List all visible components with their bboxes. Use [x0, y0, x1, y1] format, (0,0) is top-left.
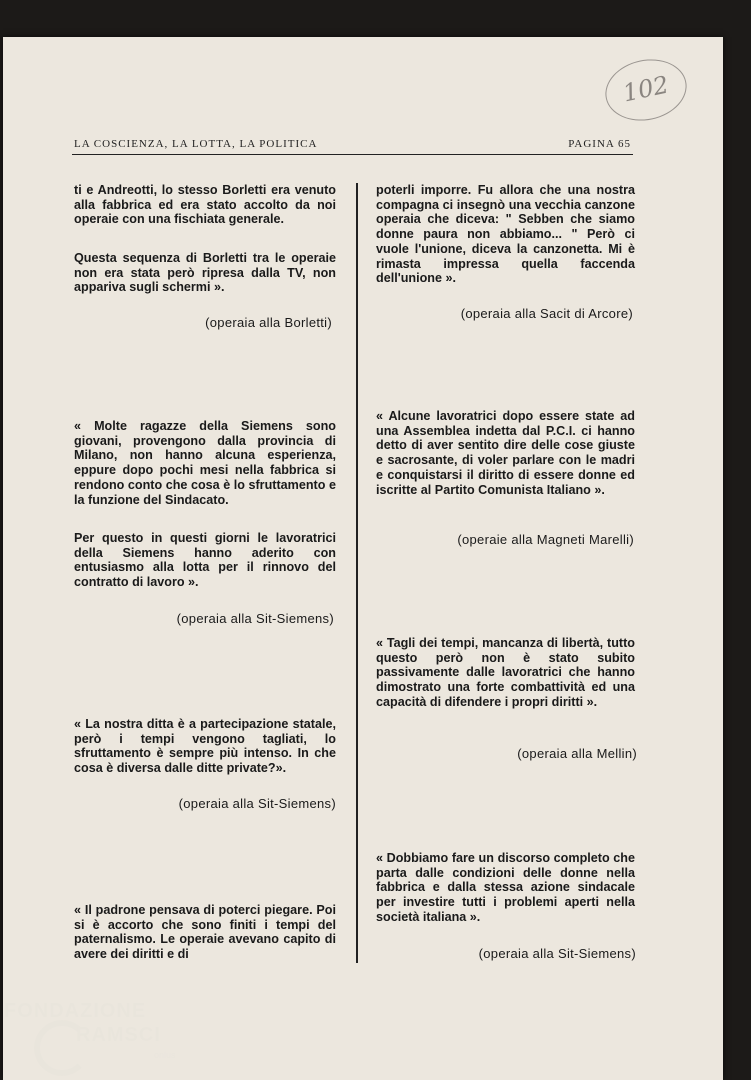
quote-magneti: « Alcune lavoratrici dopo essere state ad una Assemblea indetta dal P.C.I. ci hanno detto di aver sentito dire delle cose giuste e sacrosante, di voler parlare con le madri e conquistarsi il diritto di essere donne ed iscritte al Partito Comunista Italiano ». [376, 409, 635, 497]
quote-discorso: « Dobbiamo fare un discorso completo che parta dalle condizioni delle donne nella fabbrica e dalla stessa azione sindacale per investire tutti i problemi aperti nella società italiana ». [376, 851, 635, 924]
attribution-sit-siemens-2: (operaia alla Sit-Siemens) [178, 796, 336, 811]
watermark-line3: onlus [154, 1050, 176, 1060]
handwritten-page-number: 102 [600, 52, 693, 128]
column-divider [356, 183, 358, 963]
attribution-sit-siemens-1: (operaia alla Sit-Siemens) [176, 611, 334, 626]
quote-statale: « La nostra ditta è a partecipazione statale, però i tempi vengono tagliati, lo sfruttamento è sempre più intenso. In che cosa è diversa dalle ditte private?». [74, 717, 336, 776]
quote-siemens-part1: « Molte ragazze della Siemens sono giovani, provengono dalla provincia di Milano, non hanno alcuna esperienza, eppure dopo pochi mesi nella fabbrica si rendono conto che cosa è lo sfruttamento e la funzione del Sindacato. [74, 419, 336, 507]
header-title: LA COSCIENZA, LA LOTTA, LA POLITICA [74, 138, 318, 150]
attribution-borletti: (operaia alla Borletti) [205, 315, 332, 330]
watermark-line2: RAMSCI [76, 1024, 161, 1046]
attribution-sit-siemens-3: (operaia alla Sit-Siemens) [478, 946, 636, 961]
quote-siemens-part2: Per questo in questi giorni le lavoratrici della Siemens hanno aderito con entusiasmo alla lotta per il rinnovo del contratto di lavoro ». [74, 531, 336, 590]
quote-sacit: poterli imporre. Fu allora che una nostra compagna ci insegnò una vecchia canzone operaia che diceva: " Sebben che siamo donne paura non abbiamo... " Però ci vuole l'unione, diceva la canzonetta. Mi è rimasta impressa quella faccenda dell'unione ». [376, 183, 635, 286]
quote-padrone: « Il padrone pensava di poterci piegare. Poi si è accorto che sono finiti i tempi del paternalismo. Le operaie avevano capito di avere dei diritti e di [74, 903, 336, 962]
header-page-number: PAGINA 65 [568, 138, 631, 150]
quote-mellin: « Tagli dei tempi, mancanza di libertà, tutto questo però non è stato subito passivamente dalle lavoratrici che hanno dimostrato una forte combattività ed una capacità di difendere i propri diritti ». [376, 636, 635, 709]
attribution-sacit: (operaia alla Sacit di Arcore) [460, 306, 633, 321]
attribution-mellin: (operaia alla Mellin) [517, 746, 637, 761]
running-header [72, 138, 633, 155]
quote-borletti-part2: Questa sequenza di Borletti tra le operaie non era stata però ripresa dalla TV, non appariva sugli schermi ». [74, 251, 336, 295]
attribution-magneti: (operaie alla Magneti Marelli) [457, 532, 634, 547]
fondazione-gramsci-watermark [4, 998, 194, 1078]
watermark-line1: FONDAZIONE [4, 1000, 147, 1022]
quote-borletti-part1: ti e Andreotti, lo stesso Borletti era venuto alla fabbrica ed era stato accolto da noi operaie con una fischiata generale. [74, 183, 336, 227]
